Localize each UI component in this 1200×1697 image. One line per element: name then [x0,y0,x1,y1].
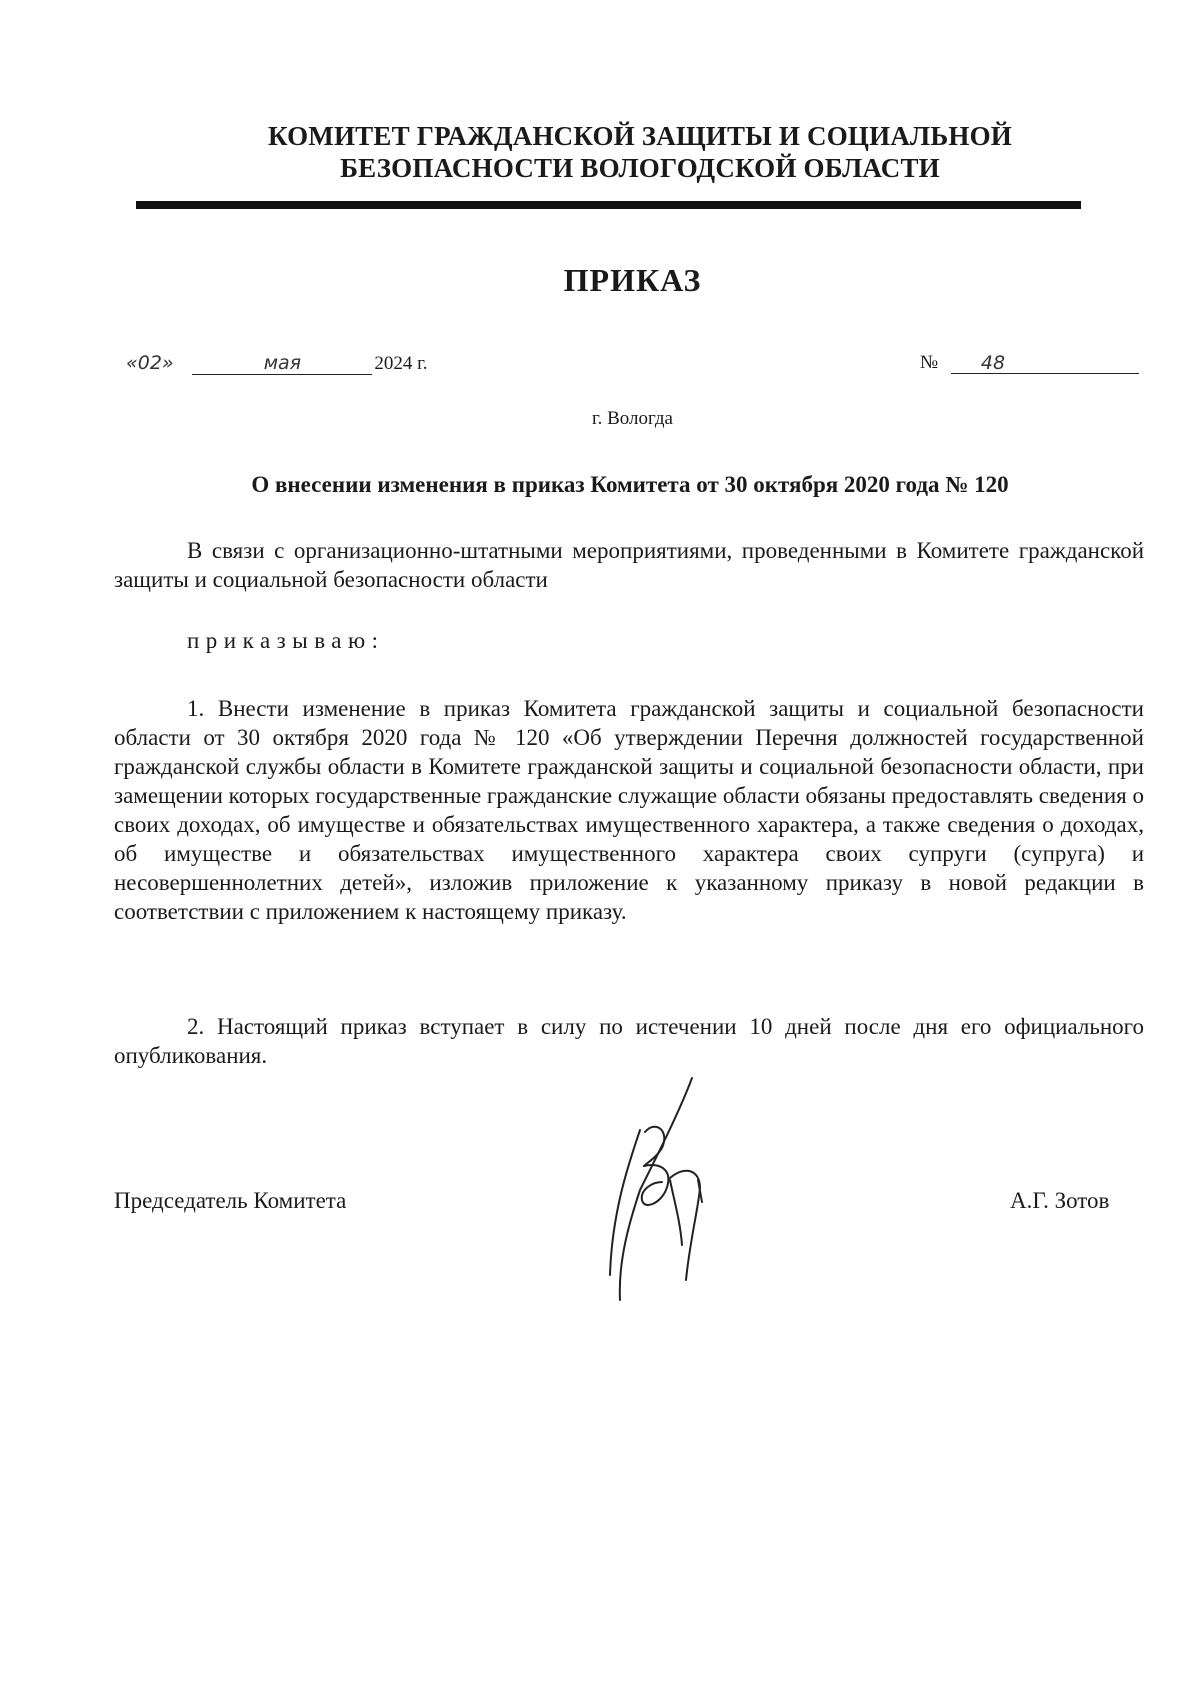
handwritten-signature [600,1070,750,1310]
org-name-line1: КОМИТЕТ ГРАЖДАНСКОЙ ЗАЩИТЫ И СОЦИАЛЬНОЙ [267,121,1012,151]
header-rule [136,201,1081,209]
number-blank [951,352,1139,374]
city-line: г. Вологда [591,408,673,429]
date-day: 02 [137,352,162,374]
order-word: приказываю: [187,628,385,653]
date-open-quote: « [126,352,138,374]
date-field [126,352,428,375]
date-year: 2024 г. [374,353,428,374]
org-name-line2: БЕЗОПАСНОСТИ ВОЛОГОДСКОЙ ОБЛАСТИ [340,153,940,183]
signatory-title: Председатель Комитета [114,1188,347,1213]
number-field [920,352,1139,374]
number-value: 48 [980,352,1006,374]
document-type-title: ПРИКАЗ [563,262,702,298]
preamble-paragraph: В связи с организационно-штатными мероприятиями, проведенными в Комитете гражданской защиты и социальной безопасности области [114,538,1144,592]
order-item-1: 1. Внести изменение в приказ Комитета гражданской защиты и социальной безопасности области от 30 октября 2020 года № 120 «Об утверждении Перечня должностей государственной гражданской службы области в Комитете гражданской защиты и социальной безопасности области, при замещении которых государственные гражданские служащие области обязаны предоставлять сведения о своих доходах, об имуществе и обязательствах имущественного характера, а также сведения о доходах, об имуществе и обязательствах имущественного характера своих супруги (супруга) и несовершеннолетних детей», изложив приложение к указанному приказу в новой редакции в соответствии с приложением к настоящему приказу. [114,696,1144,924]
date-close-quote: » [161,352,174,374]
date-month-blank [192,352,372,375]
number-label: № [920,352,939,373]
order-item-2: 2. Настоящий приказ вступает в силу по истечении 10 дней после дня его официального опубликования. [114,1014,1144,1068]
signatory-name: А.Г. Зотов [1010,1188,1110,1213]
date-month: мая [263,352,302,374]
document-subject: О внесении изменения в приказ Комитета от 30 октября 2020 года № 120 [251,472,1009,497]
